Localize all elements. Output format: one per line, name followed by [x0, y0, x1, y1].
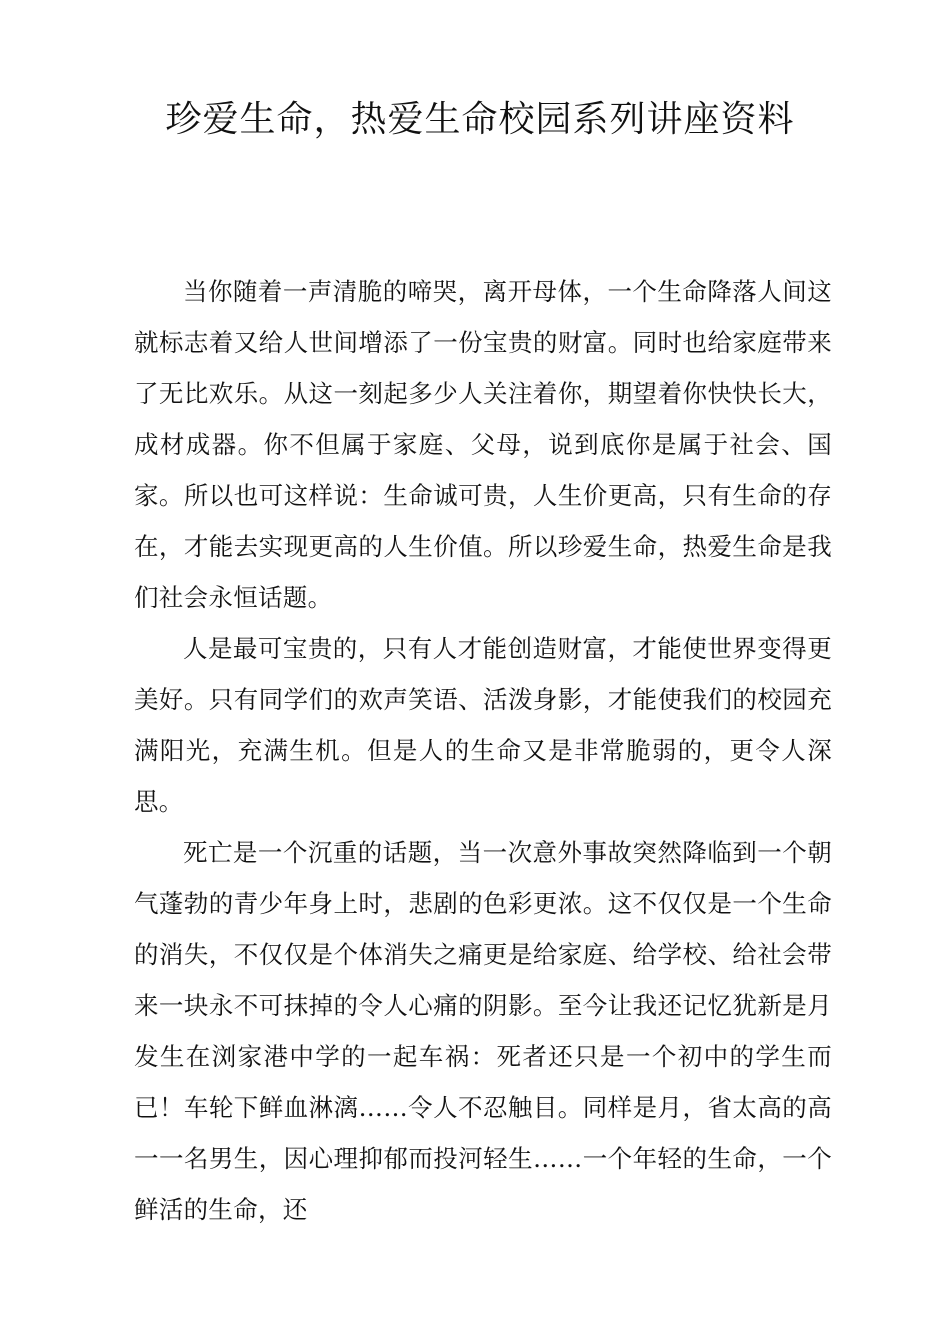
paragraph: 死亡是一个沉重的话题，当一次意外事故突然降临到一个朝气蓬勃的青少年身上时，悲剧的色彩更浓。这不仅仅是一个生命的消失，不仅仅是个体消失之痛更是给家庭、给学校、给社会带来一块永不可抹掉的令人心痛的阴影。至今让我还记忆犹新是月发生在浏家港中学的一起车祸：死者还只是一个初中的学生而已！车轮下鲜血淋漓……令人不忍触目。同样是月，省太高的高一一名男生，因心理抑郁而投河轻生……一个年轻的生命，一个鲜活的生命，还 — [134, 838, 832, 1224]
document-body — [134, 266, 832, 1235]
document-title: 珍爱生命，热爱生命校园系列讲座资料 — [165, 99, 795, 140]
paragraph: 人是最可宝贵的，只有人才能创造财富，才能使世界变得更美好。只有同学们的欢声笑语、活泼身影，才能使我们的校园充满阳光，充满生机。但是人的生命又是非常脆弱的，更令人深思。 — [134, 634, 832, 816]
paragraph: 当你随着一声清脆的啼哭，离开母体，一个生命降落人间这就标志着又给人世间增添了一份宝贵的财富。同时也给家庭带来了无比欢乐。从这一刻起多少人关注着你，期望着你快快长大，成材成器。你不但属于家庭、父母，说到底你是属于社会、国家。所以也可这样说：生命诚可贵，人生价更高，只有生命的存在，才能去实现更高的人生价值。所以珍爱生命，热爱生命是我们社会永恒话题。 — [134, 277, 832, 612]
